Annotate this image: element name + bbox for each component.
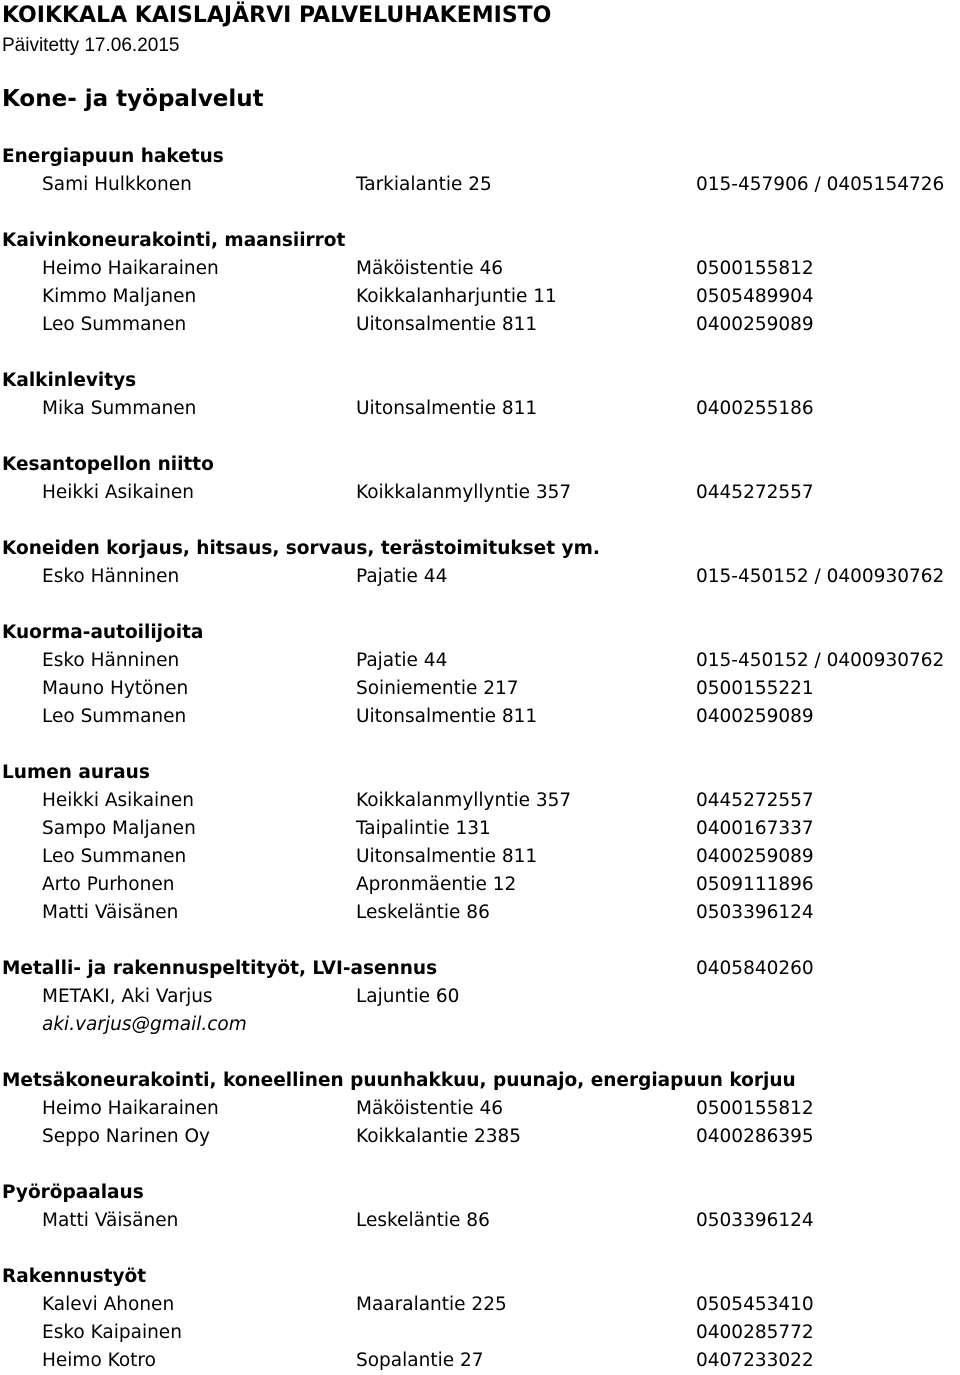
entry-row	[0, 255, 960, 283]
contact-address: Uitonsalmentie 811	[356, 706, 538, 727]
updated-date: Päivitetty 17.06.2015	[2, 35, 180, 56]
contact-phone: 0500155812	[696, 258, 814, 279]
category-heading: Metsäkoneurakointi, koneellinen puunhakkuu, puunajo, energiapuun korjuu	[2, 1070, 796, 1091]
contact-name: Mika Summanen	[42, 398, 197, 419]
contact-phone: 0500155221	[696, 678, 814, 699]
entry-row	[0, 703, 960, 731]
entry-row	[0, 647, 960, 675]
category-row	[0, 143, 960, 171]
contact-address: Koikkalanmyllyntie 357	[356, 482, 572, 503]
contact-phone: 0400255186	[696, 398, 814, 419]
contact-name: Kimmo Maljanen	[42, 286, 197, 307]
contact-phone: 0400259089	[696, 706, 814, 727]
contact-name: Arto Purhonen	[42, 874, 175, 895]
contact-address: Leskeläntie 86	[356, 1210, 490, 1231]
entry-row	[0, 1291, 960, 1319]
contact-phone: 0400285772	[696, 1322, 814, 1343]
contact-name: Matti Väisänen	[42, 1210, 179, 1231]
contact-address: Pajatie 44	[356, 566, 448, 587]
category-row	[0, 955, 960, 983]
contact-address: Koikkalanharjuntie 11	[356, 286, 557, 307]
entry-row	[0, 815, 960, 843]
contact-name: Seppo Narinen Oy	[42, 1126, 210, 1147]
category-row	[0, 451, 960, 479]
contact-phone: 0405840260	[696, 958, 814, 979]
contact-name: Leo Summanen	[42, 846, 187, 867]
contact-address: Maaralantie 225	[356, 1294, 507, 1315]
contact-address: Pajatie 44	[356, 650, 448, 671]
contact-phone: 015-457906 / 0405154726	[696, 174, 945, 195]
contact-email[interactable]: aki.varjus@gmail.com	[42, 1014, 247, 1035]
category-heading: Pyöröpaalaus	[2, 1182, 144, 1203]
contact-address: Koikkalantie 2385	[356, 1126, 522, 1147]
contact-name: Esko Kaipainen	[42, 1322, 182, 1343]
contact-phone: 0500155812	[696, 1098, 814, 1119]
entry-row	[0, 283, 960, 311]
contact-name: METAKI, Aki Varjus	[42, 986, 213, 1007]
document-title: KOIKKALA KAISLAJÄRVI PALVELUHAKEMISTO	[2, 3, 552, 28]
category-row	[0, 535, 960, 563]
contact-name: Esko Hänninen	[42, 650, 180, 671]
contact-name: Heikki Asikainen	[42, 790, 195, 811]
entry-row	[0, 1347, 960, 1375]
contact-name: Matti Väisänen	[42, 902, 179, 923]
contact-phone: 0505489904	[696, 286, 814, 307]
category-heading: Koneiden korjaus, hitsaus, sorvaus, terästoimitukset ym.	[2, 538, 600, 559]
category-heading: Kesantopellon niitto	[2, 454, 214, 475]
category-heading: Lumen auraus	[2, 762, 150, 783]
contact-phone: 0445272557	[696, 790, 814, 811]
contact-phone: 0503396124	[696, 902, 814, 923]
entry-row	[0, 1095, 960, 1123]
contact-address: Apronmäentie 12	[356, 874, 517, 895]
category-row	[0, 1067, 960, 1095]
contact-name: Kalevi Ahonen	[42, 1294, 175, 1315]
contact-name: Heikki Asikainen	[42, 482, 195, 503]
section-heading: Kone- ja työpalvelut	[2, 86, 264, 112]
contact-name: Mauno Hytönen	[42, 678, 189, 699]
contact-name: Sami Hulkkonen	[42, 174, 192, 195]
category-heading: Energiapuun haketus	[2, 146, 224, 167]
contact-address: Mäköistentie 46	[356, 1098, 504, 1119]
entry-row	[0, 787, 960, 815]
contact-name: Heimo Haikarainen	[42, 1098, 219, 1119]
category-heading: Kalkinlevitys	[2, 370, 137, 391]
contact-phone: 0407233022	[696, 1350, 814, 1371]
entry-row	[0, 675, 960, 703]
contact-address: Taipalintie 131	[356, 818, 491, 839]
contact-phone: 015-450152 / 0400930762	[696, 650, 945, 671]
contact-address: Koikkalanmyllyntie 357	[356, 790, 572, 811]
contact-address: Uitonsalmentie 811	[356, 398, 538, 419]
contact-address: Uitonsalmentie 811	[356, 314, 538, 335]
contact-address: Uitonsalmentie 811	[356, 846, 538, 867]
category-heading: Metalli- ja rakennuspeltityöt, LVI-asennus	[2, 958, 438, 979]
category-row	[0, 227, 960, 255]
contact-phone: 0400286395	[696, 1126, 814, 1147]
entry-row	[0, 395, 960, 423]
contact-address: Tarkialantie 25	[356, 174, 492, 195]
contact-phone: 0400259089	[696, 846, 814, 867]
contact-address: Mäköistentie 46	[356, 258, 504, 279]
contact-name: Leo Summanen	[42, 314, 187, 335]
contact-phone: 015-450152 / 0400930762	[696, 566, 945, 587]
category-row	[0, 1179, 960, 1207]
entry-row	[0, 1123, 960, 1151]
entry-row	[0, 1207, 960, 1235]
category-row	[0, 619, 960, 647]
category-row	[0, 1263, 960, 1291]
entry-row	[0, 871, 960, 899]
category-heading: Kuorma-autoilijoita	[2, 622, 204, 643]
contact-address: Lajuntie 60	[356, 986, 460, 1007]
entry-row	[0, 1319, 960, 1347]
entry-row	[0, 171, 960, 199]
contact-phone: 0400167337	[696, 818, 814, 839]
contact-name: Heimo Kotro	[42, 1350, 156, 1371]
contact-phone: 0509111896	[696, 874, 814, 895]
contact-name: Sampo Maljanen	[42, 818, 196, 839]
contact-name: Heimo Haikarainen	[42, 258, 219, 279]
contact-phone: 0503396124	[696, 1210, 814, 1231]
entry-row	[0, 311, 960, 339]
contact-phone: 0505453410	[696, 1294, 814, 1315]
entry-row	[0, 983, 960, 1011]
entry-row	[0, 843, 960, 871]
contact-name: Esko Hänninen	[42, 566, 180, 587]
contact-phone: 0445272557	[696, 482, 814, 503]
category-row	[0, 759, 960, 787]
contact-phone: 0400259089	[696, 314, 814, 335]
category-heading: Rakennustyöt	[2, 1266, 147, 1287]
entry-row	[0, 1011, 960, 1039]
contact-address: Soiniementie 217	[356, 678, 519, 699]
entry-row	[0, 563, 960, 591]
contact-address: Leskeläntie 86	[356, 902, 490, 923]
entry-row	[0, 899, 960, 927]
category-row	[0, 367, 960, 395]
contact-address: Sopalantie 27	[356, 1350, 484, 1371]
category-heading: Kaivinkoneurakointi, maansiirrot	[2, 230, 346, 251]
entry-row	[0, 479, 960, 507]
contact-name: Leo Summanen	[42, 706, 187, 727]
